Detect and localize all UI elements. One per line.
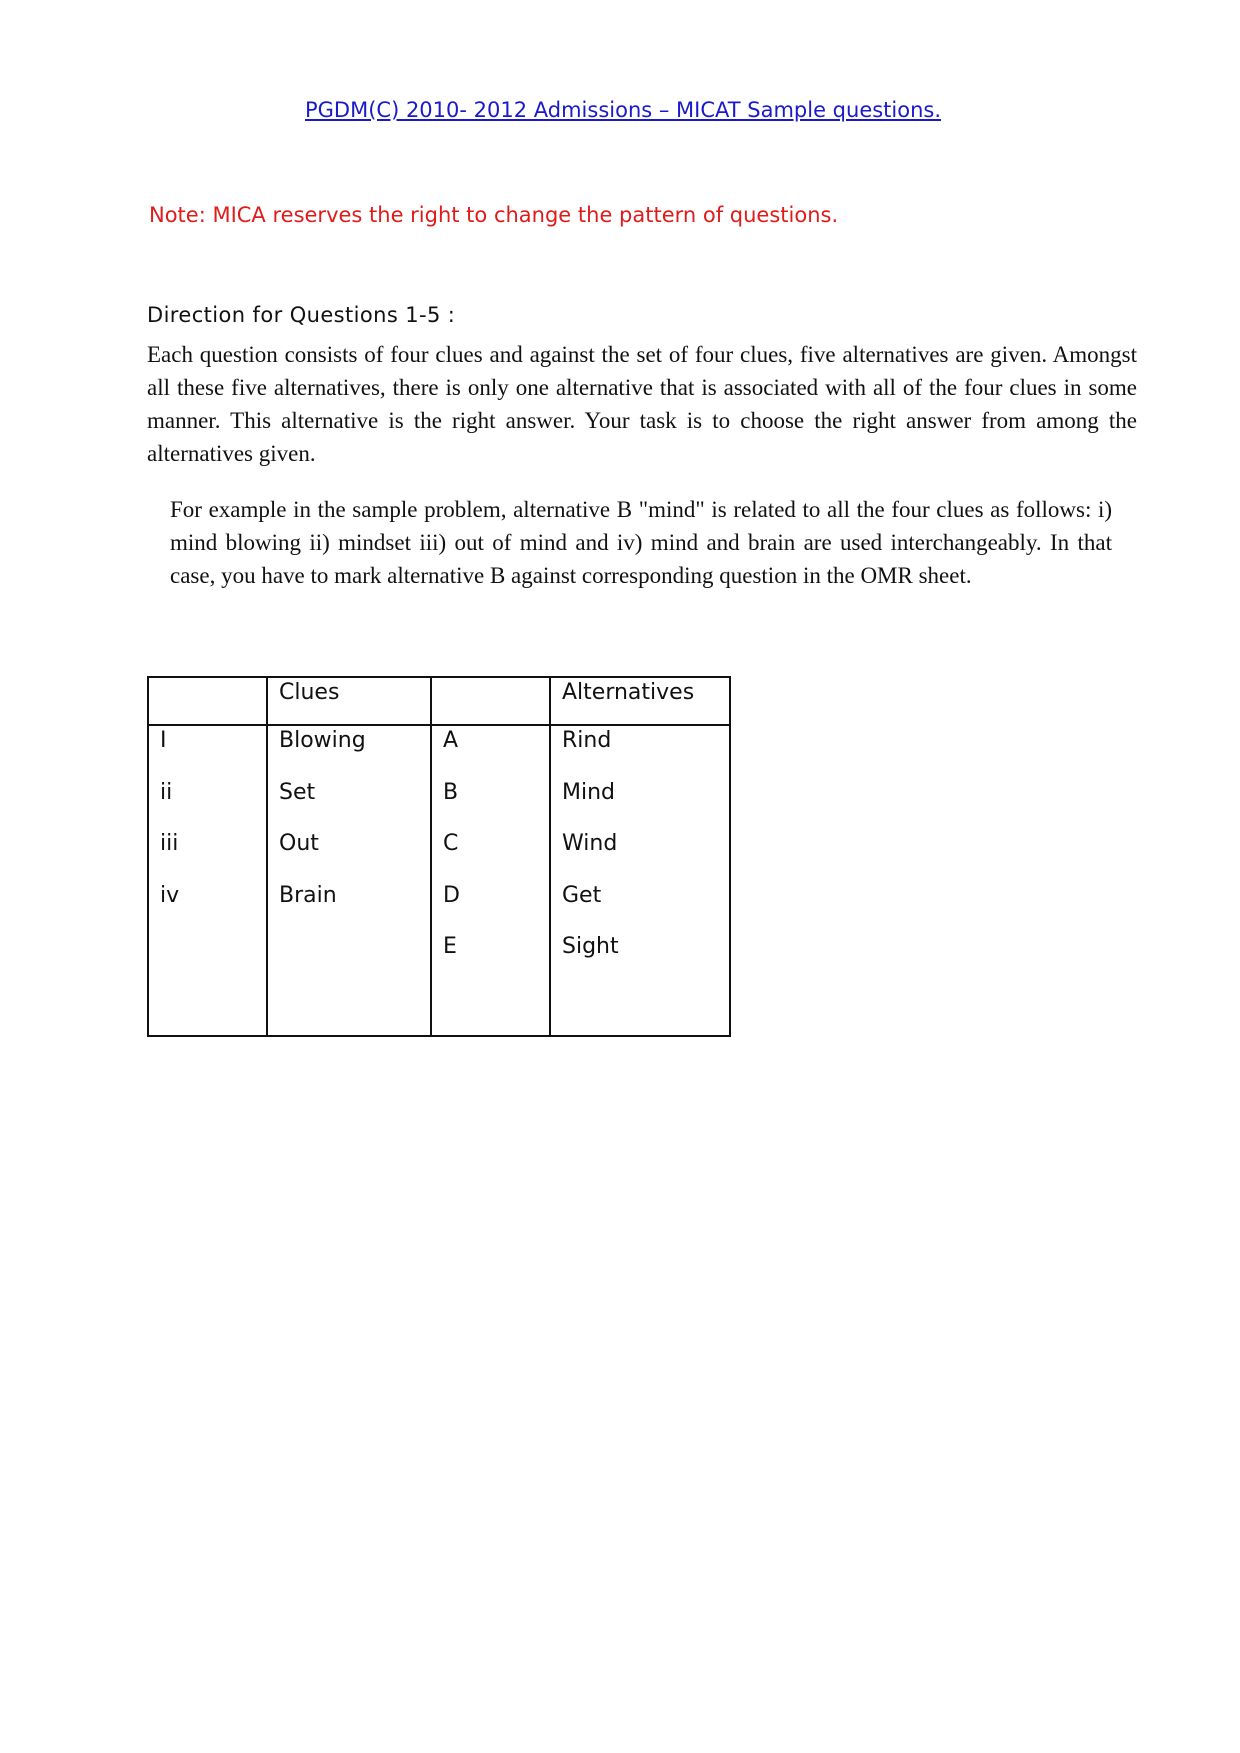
alternative-word: Mind <box>562 779 616 805</box>
alternatives-column <box>550 725 730 1036</box>
clue-number-column <box>148 725 267 1036</box>
example-paragraph: For example in the sample problem, alternative B "mind" is related to all the four clues as follows: i) mind blowing ii) mindset iii) out of mind and iv) mind and brain are used interchangeably. In that case, you have to mark alternative B against corresponding question in the OMR sheet. <box>170 497 1112 588</box>
option-letter: B <box>443 779 459 805</box>
page-title[interactable]: PGDM(C) 2010- 2012 Admissions – MICAT Sample questions. <box>305 98 942 122</box>
option-letter-column <box>431 725 550 1036</box>
header-cell-alternatives: Alternatives <box>550 677 730 725</box>
option-letter: E <box>443 934 457 959</box>
clue-number: iv <box>160 882 180 908</box>
clue-word: Brain <box>279 882 337 908</box>
clue-word: Out <box>279 831 319 856</box>
clue-column <box>267 725 431 1036</box>
table-header-row <box>148 677 730 725</box>
table-body-row <box>148 725 730 1036</box>
alternative-word: Sight <box>562 934 619 959</box>
clue-number: iii <box>160 831 179 856</box>
alternative-word: Rind <box>562 728 612 753</box>
clues-table <box>147 676 731 1037</box>
option-letter: C <box>443 831 459 856</box>
option-letter: D <box>443 882 460 908</box>
clue-word: Blowing <box>279 728 366 753</box>
clue-number: I <box>160 728 167 753</box>
option-letter: A <box>443 728 459 753</box>
clue-word: Set <box>279 779 316 805</box>
header-cell-number <box>148 677 267 725</box>
header-cell-clues: Clues <box>267 677 431 725</box>
alternative-word: Get <box>562 882 602 908</box>
direction-paragraph: Each question consists of four clues and against the set of four clues, five alternatives are given. Amongst all these five alternatives, there is only one alternative that is associated with all of the four clues in some manner. This alternative is the right answer. Your task is to choose the right answer from among the alternatives given. <box>147 342 1137 466</box>
note-text: Note: MICA reserves the right to change the pattern of questions. <box>149 203 839 227</box>
alternative-word: Wind <box>562 831 618 856</box>
clue-number: ii <box>160 779 173 805</box>
header-cell-letter <box>431 677 550 725</box>
direction-heading: Direction for Questions 1-5 : <box>147 303 456 327</box>
